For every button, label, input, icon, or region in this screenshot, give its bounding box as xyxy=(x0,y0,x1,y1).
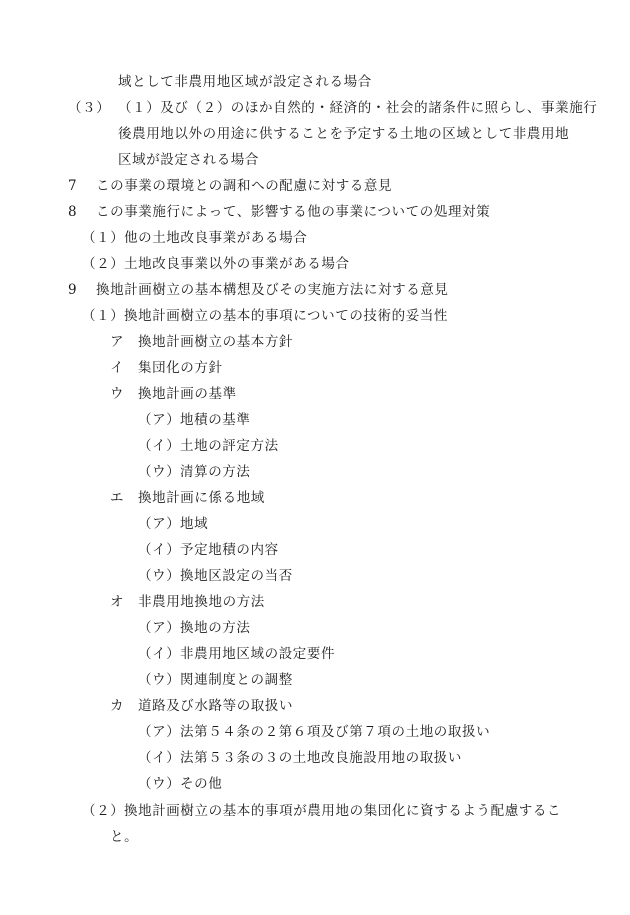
subitem-marker: ウ xyxy=(110,386,125,402)
section-number: 7 xyxy=(68,178,78,194)
text-line: 区域が設定される場合 xyxy=(118,152,259,168)
subsubitem-marker: （ア） xyxy=(138,516,181,532)
text-line: 関連制度との調整 xyxy=(180,672,293,688)
text-line: 地域 xyxy=(180,516,209,532)
text-line: 域として非農用地区域が設定される場合 xyxy=(118,74,372,90)
text-line: 後農用地以外の用途に供することを予定する土地の区域として非農用地 xyxy=(118,126,570,142)
section-number: 9 xyxy=(68,282,78,298)
subsubitem-marker: （イ） xyxy=(138,542,181,558)
subsubitem-marker: （ウ） xyxy=(138,568,181,584)
text-line: 換地計画樹立の基本的事項についての技術的妥当性 xyxy=(124,308,449,324)
subitem-marker: カ xyxy=(110,698,125,714)
subitem-marker: オ xyxy=(110,594,125,610)
section-heading: 換地計画樹立の基本構想及びその実施方法に対する意見 xyxy=(96,282,449,298)
subsubitem-marker: （ア） xyxy=(138,724,181,740)
text-line: 換地計画に係る地域 xyxy=(138,490,265,506)
item-number: （２） xyxy=(82,256,125,272)
item-number: （２） xyxy=(82,803,125,819)
text-line: （１）及び（２）のほか自然的・経済的・社会的諸条件に照らし、事業施行 xyxy=(118,100,598,116)
text-line: 換地区設定の当否 xyxy=(180,568,293,584)
subitem-marker: エ xyxy=(110,490,125,506)
text-line: 非農用地区域の設定要件 xyxy=(180,646,336,662)
text-line: 法第５３条の３の土地改良施設用地の取扱い xyxy=(180,750,462,766)
text-line: 換地計画樹立の基本的事項が農用地の集団化に資するよう配慮するこ xyxy=(124,803,562,819)
text-line: 地積の基準 xyxy=(180,412,251,428)
text-line: 清算の方法 xyxy=(180,464,251,480)
item-number: （３） xyxy=(68,100,111,116)
section-heading: この事業施行によって、影響する他の事業についての処理対策 xyxy=(96,204,491,220)
subsubitem-marker: （イ） xyxy=(138,750,181,766)
text-line: 法第５４条の２第６項及び第７項の土地の取扱い xyxy=(180,724,491,740)
text-line: 非農用地換地の方法 xyxy=(138,594,265,610)
text-line: その他 xyxy=(180,776,223,792)
text-line: 道路及び水路等の取扱い xyxy=(138,698,294,714)
subsubitem-marker: （イ） xyxy=(138,438,181,454)
text-line: 換地の方法 xyxy=(180,620,251,636)
subsubitem-marker: （ウ） xyxy=(138,776,181,792)
subsubitem-marker: （ア） xyxy=(138,412,181,428)
text-line: 土地の評定方法 xyxy=(180,438,279,454)
subsubitem-marker: （ア） xyxy=(138,620,181,636)
subitem-marker: ア xyxy=(110,334,125,350)
text-line: 集団化の方針 xyxy=(138,360,223,376)
subsubitem-marker: （イ） xyxy=(138,646,181,662)
text-line: 換地計画の基準 xyxy=(138,386,237,402)
text-line: 土地改良事業以外の事業がある場合 xyxy=(124,256,350,272)
section-heading: この事業の環境との調和への配慮に対する意見 xyxy=(96,178,393,194)
subsubitem-marker: （ウ） xyxy=(138,672,181,688)
subsubitem-marker: （ウ） xyxy=(138,464,181,480)
item-number: （１） xyxy=(82,308,125,324)
subitem-marker: イ xyxy=(110,360,125,376)
text-line: 他の土地改良事業がある場合 xyxy=(124,230,308,246)
text-line: 予定地積の内容 xyxy=(180,542,279,558)
text-line: 換地計画樹立の基本方針 xyxy=(138,334,294,350)
text-line: と。 xyxy=(110,829,139,845)
item-number: （１） xyxy=(82,230,125,246)
section-number: 8 xyxy=(68,204,78,220)
